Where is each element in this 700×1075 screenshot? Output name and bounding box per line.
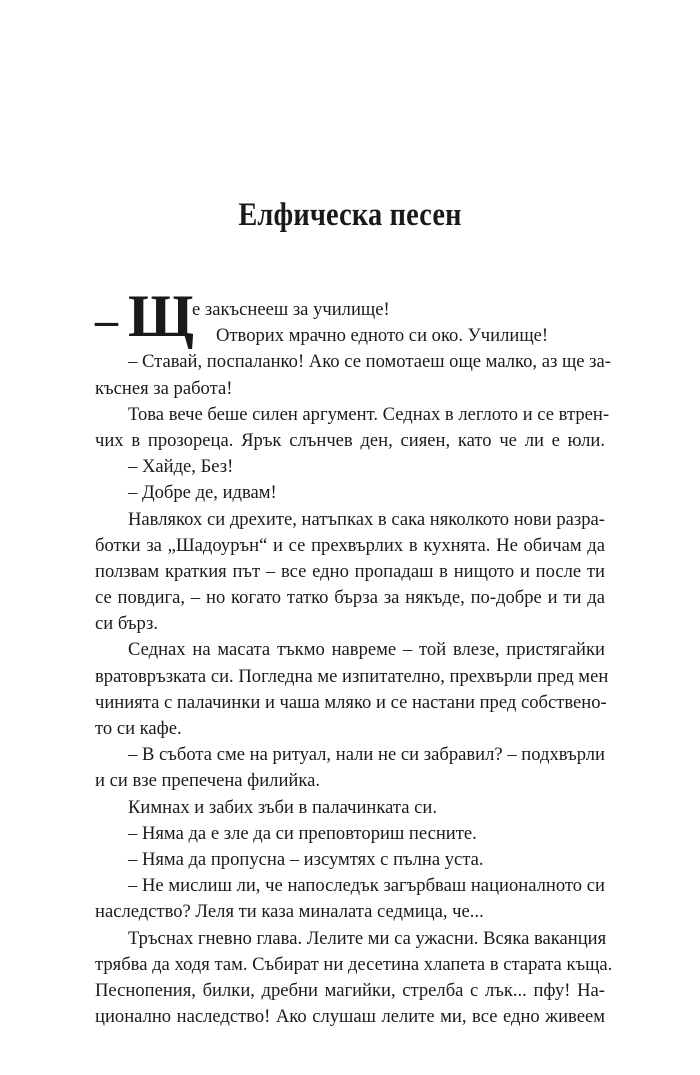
chapter-title: Елфическа песен (238, 197, 462, 233)
text-line: вратовръзката си. Погледна ме изпитателно, прехвърли пред мен (95, 665, 609, 687)
text-line: ползвам краткия път – все едно пропадаш в нищото и после ти (95, 560, 605, 582)
text-line: Тръснах гневно глава. Лелите ми са ужасни. Всяка ваканция (128, 927, 607, 949)
text-line: Това вече беше силен аргумент. Седнах в леглото и се втрен- (128, 403, 610, 425)
text-line: – Хайде, Без! (128, 456, 234, 478)
body-text (95, 294, 613, 1030)
text-line: то си кафе. (95, 718, 182, 739)
text-line: – В събота сме на ритуал, нали не си забравил? – подхвърли (128, 744, 605, 766)
text-line: чинията с палачинки и чаша мляко и се настани пред собствено- (95, 691, 607, 713)
text-line: наследство? Леля ти каза миналата седмица, че... (95, 901, 484, 923)
text-line: чих в прозореца. Ярък слънчев ден, сияен, като че ли е юли. (95, 429, 605, 451)
text-line: – Няма да е зле да си преповториш песните. (128, 822, 477, 844)
text-line: къснея за работа! (95, 377, 233, 399)
text-line: – Добре де, идвам! (128, 482, 277, 504)
text-line: се повдига, – но когато татко бърза за някъде, по-добре и ти да (95, 587, 605, 609)
text-line: Отворих мрачно едното си око. Училище! (216, 325, 549, 347)
text-line: е закъснееш за училище! (192, 299, 390, 320)
text-line: и си взе препечена филийка. (95, 770, 321, 792)
text-line: – Не мислиш ли, че напоследък загърбваш националното си (128, 875, 605, 897)
text-line: – Ставай, поспаланко! Ако се помотаеш още малко, аз ще за- (128, 351, 611, 373)
dropcap-letter: Щ (128, 283, 193, 349)
text-line: Навлякох си дрехите, натъпках в сака няколкото нови разра- (128, 508, 605, 530)
dropcap-dash: – (95, 294, 118, 345)
text-line: си бърз. (95, 613, 158, 635)
text-line: Седнах на масата тъкмо навреме – той влезе, пристягайки (128, 639, 605, 661)
text-line: ционално наследство! Ако слушаш лелите ми, все едно живеем (95, 1006, 605, 1028)
text-line: – Няма да пропусна – изсумтях с пълна уста. (128, 848, 484, 870)
text-line: трябва да ходя там. Събират ни десетина хлапета в старата къща. (95, 953, 613, 975)
text-line: Песнопения, билки, дребни магийки, стрелба с лък... пфу! На- (95, 979, 605, 1001)
text-line: Кимнах и забих зъби в палачинката си. (128, 796, 437, 818)
text-line: ботки за „Шадоурън“ и се прехвърлих в кухнята. Не обичам да (95, 534, 605, 556)
